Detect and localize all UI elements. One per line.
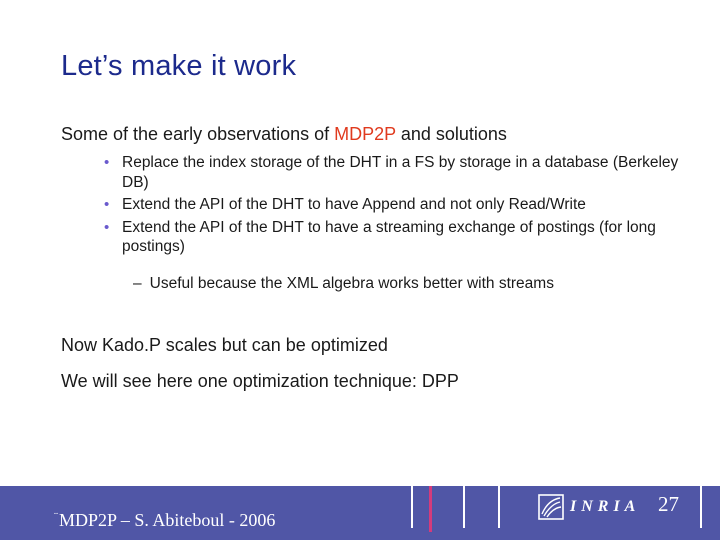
inria-emblem-icon (538, 494, 564, 520)
bullet-icon: • (104, 218, 110, 236)
accent-divider-line (429, 486, 432, 532)
lead-highlight: MDP2P (334, 124, 396, 144)
bullet-icon: • (104, 154, 110, 171)
divider-line (498, 486, 500, 528)
bullet-text: Extend the API of the DHT to have Append and not only Read/Write (122, 196, 586, 213)
footer-bar (0, 486, 720, 540)
footer-label (54, 510, 275, 531)
lead-before: Some of the early observations of (61, 124, 335, 144)
dash-icon: – (133, 275, 142, 292)
bullet-text: Extend the API of the DHT to have a streaming exchange of postings (for long postings) (122, 218, 656, 255)
sub-bullet (133, 275, 554, 293)
inria-logo (538, 492, 648, 522)
bullet-list (104, 153, 704, 260)
divider-line (700, 486, 702, 528)
bullet-icon: • (104, 196, 110, 213)
lead-after: and solutions (395, 124, 507, 144)
divider-line (411, 486, 413, 528)
divider-line (463, 486, 465, 528)
bullet-item (104, 195, 704, 215)
inria-logo-text: INRIA (570, 498, 641, 515)
paragraph-scales: Now Kado.P scales but can be optimized (61, 335, 388, 355)
slide-title: Let’s make it work (61, 50, 297, 82)
paragraph-optimization: We will see here one optimization technique: DPP (61, 371, 459, 391)
lead-text (61, 124, 507, 145)
footer-label-text: MDP2P – S. Abiteboul - 2006 (59, 510, 276, 530)
page-number: 27 (658, 492, 679, 516)
footer-mark: ¨ (54, 509, 58, 523)
bullet-text: Replace the index storage of the DHT in a FS by storage in a database (Berkeley DB) (122, 154, 679, 191)
sub-bullet-text: Useful because the XML algebra works better with streams (149, 275, 554, 292)
bullet-item (104, 153, 704, 192)
bullet-item (104, 218, 704, 257)
